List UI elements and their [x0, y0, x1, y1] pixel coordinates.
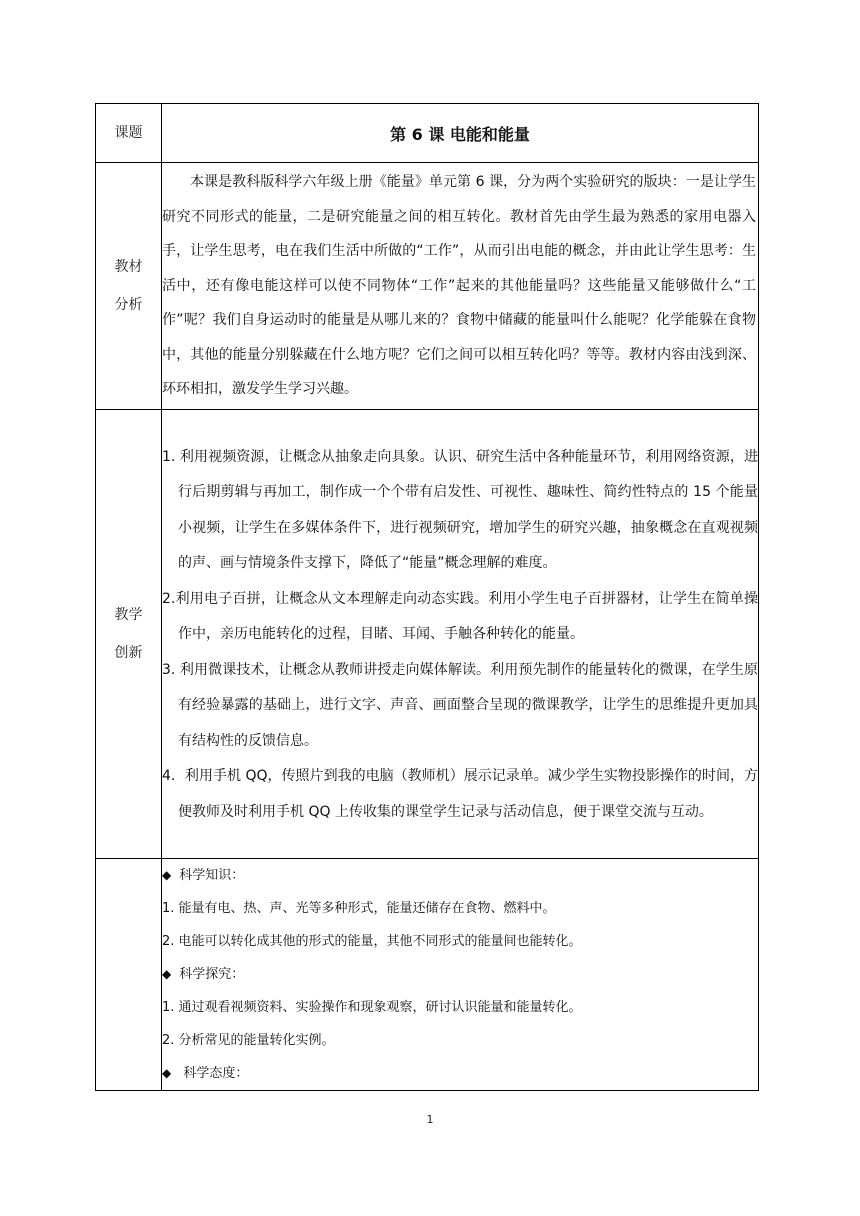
table-row-analysis: [96, 163, 759, 410]
goal-line: 2. 电能可以转化成其他的形式的能量，其他不同形式的能量间也能转化。: [162, 933, 582, 949]
table-row-title: [96, 104, 759, 163]
table-row-goals: [96, 858, 759, 1090]
lesson-plan-table: [95, 103, 759, 1091]
material-analysis-text: 本课是教科版科学六年级上册《能量》单元第 6 课，分为两个实验研究的版块：一是让学生研究不同形式的能量，二是研究能量之间的相互转化。教材首先由学生最为熟悉的家用电器入手，让学生思考，电在我们生活中所做的“工作”，从而引出电能的概念，并由此让学生思考：生活中，还有像电能这样可以使不同物体“工作”起来的其他能量吗？这些能量又能够做什么“工作”呢？我们自身运动时的能量是从哪儿来的？食物中储藏的能量叫什么能呢？化学能躲在食物中，其他的能量分别躲藏在什么地方呢？它们之间可以相互转化吗？等等。教材内容由浅到深、环环相扣，激发学生学习兴趣。: [162, 174, 756, 397]
material-analysis-content: [162, 163, 759, 410]
teaching-innovation-content: [162, 409, 759, 858]
goal-line: 2. 分析常见的能量转化实例。: [162, 1032, 335, 1048]
goal-heading-text: 科学态度：: [179, 1065, 249, 1081]
goal-heading-text: 科学知识：: [179, 867, 245, 883]
label-line: 分析: [114, 296, 143, 313]
label-lesson-topic: [96, 104, 162, 163]
label-teaching-innovation: [96, 409, 162, 858]
goal-heading-text: 科学探究：: [179, 966, 245, 982]
page-number: 1: [426, 1113, 434, 1126]
teaching-goals-content: [162, 858, 759, 1090]
label-line: 教材: [114, 258, 143, 275]
innovation-item: 1. 利用视频资源，让概念从抽象走向具象。认识、研究生活中各种能量环节，利用网络资源，进行后期剪辑与再加工，制作成一个个带有启发性、可视性、趣味性、简约性特点的 15 个能量小视频，让学生在多媒体条件下，进行视频研究，增加学生的研究兴趣，抽象概念在直观视频的声、画与情境条件支撑下，降低了“能量”概念理解的难度。: [162, 448, 758, 572]
goal-heading: [162, 1057, 758, 1090]
label-line: 创新: [114, 644, 143, 661]
innovation-item: 4．利用手机 QQ，传照片到我的电脑（教师机）展示记录单。减少学生实物投影操作的时间，方便教师及时利用手机 QQ 上传收集的课堂学生记录与活动信息，便于课堂交流与互动。: [162, 768, 758, 820]
lesson-title: 第 6 课 电能和能量: [162, 104, 759, 163]
label-empty: [96, 858, 162, 1090]
innovation-item: 3. 利用微课技术，让概念从教师讲授走向媒体解读。利用预先制作的能量转化的微课，在学生原有经验暴露的基础上，进行文字、声音、画面整合呈现的微课教学，让学生的思维提升更加具有结构性的反馈信息。: [162, 661, 758, 749]
diamond-bullet-icon: ◆: [162, 1065, 172, 1080]
label-material-analysis: [96, 163, 162, 410]
label-lesson-topic-text: 课题: [114, 125, 143, 141]
goal-heading: [162, 958, 758, 991]
table-row-innovation: [96, 409, 759, 858]
goal-line: 1. 能量有电、热、声、光等多种形式，能量还储存在食物、燃料中。: [162, 900, 556, 916]
diamond-bullet-icon: ◆: [162, 867, 172, 882]
goal-heading: [162, 859, 758, 892]
innovation-item: 2.利用电子百拼，让概念从文本理解走向动态实践。利用小学生电子百拼器材，让学生在简单操作中，亲历电能转化的过程，目睹、耳闻、手触各种转化的能量。: [162, 590, 758, 643]
diamond-bullet-icon: ◆: [162, 966, 172, 981]
goal-line: 1. 通过观看视频资料、实验操作和现象观察，研讨认识能量和能量转化。: [162, 999, 582, 1015]
label-line: 教学: [114, 606, 143, 623]
